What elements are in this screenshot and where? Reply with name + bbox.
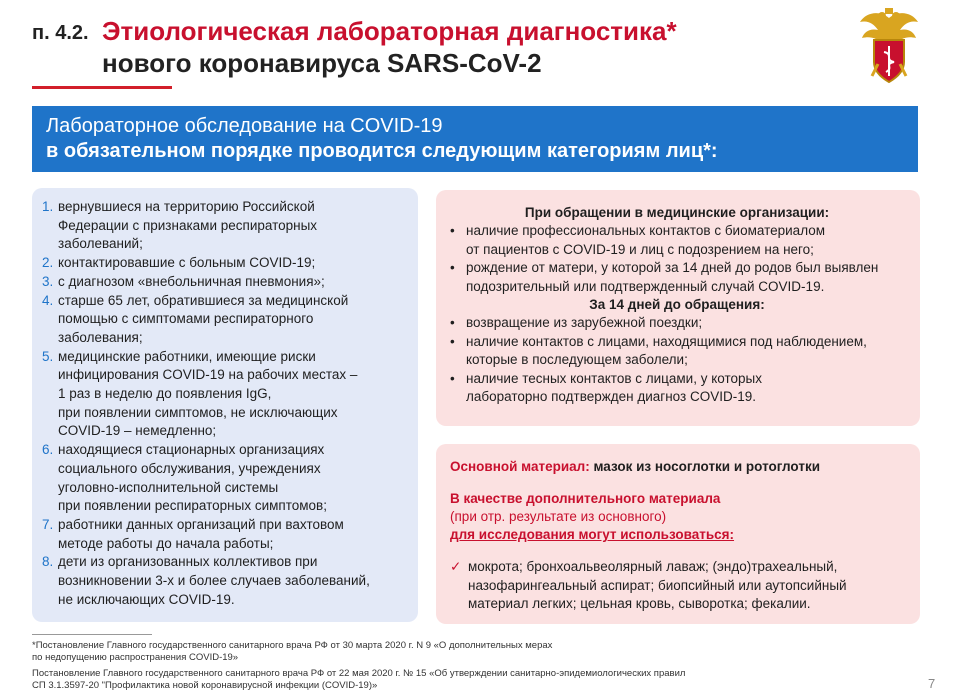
page-subtitle: нового коронавируса SARS-CoV-2: [102, 48, 542, 78]
list-text: работники данных организаций при вахтовом: [58, 516, 344, 532]
footnote-text: Постановление Главного государственного санитарного врача РФ от 22 мая 2020 г. № 15 «Об утверждении санитарно-эпидемиологических правил: [32, 668, 686, 679]
list-text: рождение от матери, у которой за 14 дней до родов был выявлен: [466, 260, 879, 275]
list-item: [42, 348, 404, 442]
list-item: [448, 222, 906, 259]
list-number: 8.: [42, 554, 54, 570]
list-item: [42, 441, 404, 516]
list-number: 1.: [42, 199, 54, 214]
bullet-icon: •: [450, 333, 455, 349]
list-number: 4.: [42, 292, 54, 308]
list-item: [42, 273, 404, 292]
bullet-icon: •: [450, 370, 455, 386]
banner-line-2: в обязательном порядке проводится следующим категориям лиц*:: [46, 140, 718, 162]
list-number: 5.: [42, 348, 54, 364]
list-text: материал легких; цельная кровь, сыворотка; фекалии.: [468, 596, 811, 611]
list-text: вернувшиеся на территорию Российской: [58, 199, 315, 214]
list-text: от пациентов с COVID-19 и лиц с подозрением на него;: [466, 241, 814, 257]
list-text: дети из организованных коллективов при: [58, 554, 318, 570]
list-text: помощью с симптомами респираторного: [58, 311, 314, 327]
list-text: социального обслуживания, учреждениях: [58, 460, 321, 476]
main-material: [450, 458, 906, 476]
categories-panel: [32, 188, 418, 622]
emblem-icon: [852, 6, 926, 86]
page-number: 7: [928, 676, 936, 691]
list-text: заболевания;: [58, 329, 143, 345]
footnote-divider: [32, 634, 152, 635]
list-number: 3.: [42, 273, 54, 289]
title-underline: [32, 86, 172, 89]
list-text: возникновении 3-х и более случаев заболеваний,: [58, 573, 370, 589]
list-text: методе работы до начала работы;: [58, 535, 274, 551]
list-text: COVID-19 – немедленно;: [58, 423, 217, 439]
indications-heading-2: За 14 дней до обращения:: [589, 297, 765, 312]
indications-list-2: [448, 314, 906, 407]
bullet-icon: •: [450, 223, 455, 238]
footnote-1: [32, 640, 852, 664]
list-text: подозрительный или подтвержденный случай COVID-19.: [466, 278, 825, 294]
additional-material-subheading: для исследования могут использоваться:: [450, 527, 735, 542]
main-material-value: мазок из носоглотки и ротоглотки: [593, 459, 821, 474]
footnote-2: [32, 668, 852, 692]
list-text: уголовно-исполнительной системы: [58, 479, 279, 495]
list-text: инфицирования COVID-19 на рабочих местах –: [58, 367, 358, 383]
list-text: которые в последующем заболели;: [466, 352, 688, 367]
list-text: наличие профессиональных контактов с биоматериалом: [466, 223, 826, 238]
footnote-text: СП 3.1.3597-20 "Профилактика новой коронавирусной инфекции (COVID-19)»: [32, 680, 378, 691]
list-text: при появлении симптомов, не исключающих: [58, 404, 338, 420]
footnote-text: *Постановление Главного государственного санитарного врача РФ от 30 марта 2020 г. N 9 «О дополнительных мерах: [32, 640, 553, 651]
categories-list: [42, 198, 404, 609]
check-icon: ✓: [450, 559, 462, 574]
list-text: контактировавшие с больным COVID-19;: [58, 255, 316, 271]
list-text: наличие тесных контактов с лицами, у которых: [466, 370, 762, 386]
list-text: 1 раз в неделю до появления IgG,: [58, 386, 272, 402]
indications-heading-1: При обращении в медицинские организации:: [524, 205, 830, 220]
list-text: наличие контактов с лицами, находящимися под наблюдением,: [466, 333, 867, 349]
list-item: [448, 314, 906, 333]
list-item: [42, 516, 404, 553]
list-text: при появлении респираторных симптомов;: [58, 498, 327, 514]
material-panel: [436, 444, 920, 624]
list-text: лабораторно подтвержден диагноз COVID-19.: [466, 389, 756, 404]
section-number: п. 4.2.: [32, 22, 89, 44]
list-number: 7.: [42, 516, 54, 532]
list-item: [42, 254, 404, 273]
bullet-icon: •: [450, 260, 455, 275]
indications-panel: [436, 190, 920, 426]
list-text: не исключающих COVID-19.: [58, 591, 235, 607]
list-text: возвращение из зарубежной поездки;: [466, 315, 703, 330]
list-item: [42, 292, 404, 348]
list-item: [448, 370, 906, 407]
list-text: мокрота; бронхоальвеолярный лаваж; (эндо)трахеальный,: [468, 559, 838, 574]
additional-material-heading: В качестве дополнительного материала: [450, 491, 721, 506]
list-text: старше 65 лет, обратившиеся за медицинской: [58, 292, 349, 308]
list-text: с диагнозом «внебольничная пневмония»;: [58, 273, 325, 289]
list-number: 2.: [42, 255, 54, 271]
banner: [32, 106, 918, 172]
list-text: Федерации с признаками респираторных: [58, 217, 318, 233]
list-text: заболеваний;: [58, 236, 143, 252]
bullet-icon: •: [450, 315, 455, 330]
list-text: находящиеся стационарных организациях: [58, 442, 325, 458]
footnote-text: по недопущению распространения COVID-19»: [32, 652, 239, 663]
additional-material-note: (при отр. результате из основного): [450, 509, 667, 524]
list-text: медицинские работники, имеющие риски: [58, 348, 316, 364]
main-material-label: Основной материал:: [450, 459, 590, 474]
list-item: [42, 553, 404, 609]
materials-list-item: [450, 558, 906, 614]
list-item: [42, 198, 404, 254]
list-item: [448, 333, 906, 370]
list-item: [448, 259, 906, 296]
banner-line-1: Лабораторное обследование на COVID-19: [46, 115, 443, 137]
list-text: назофарингеальный аспират; биопсийный или аутопсийный: [468, 577, 847, 593]
page-title: Этиологическая лабораторная диагностика*: [102, 16, 677, 46]
list-number: 6.: [42, 442, 54, 458]
indications-list-1: [448, 222, 906, 296]
